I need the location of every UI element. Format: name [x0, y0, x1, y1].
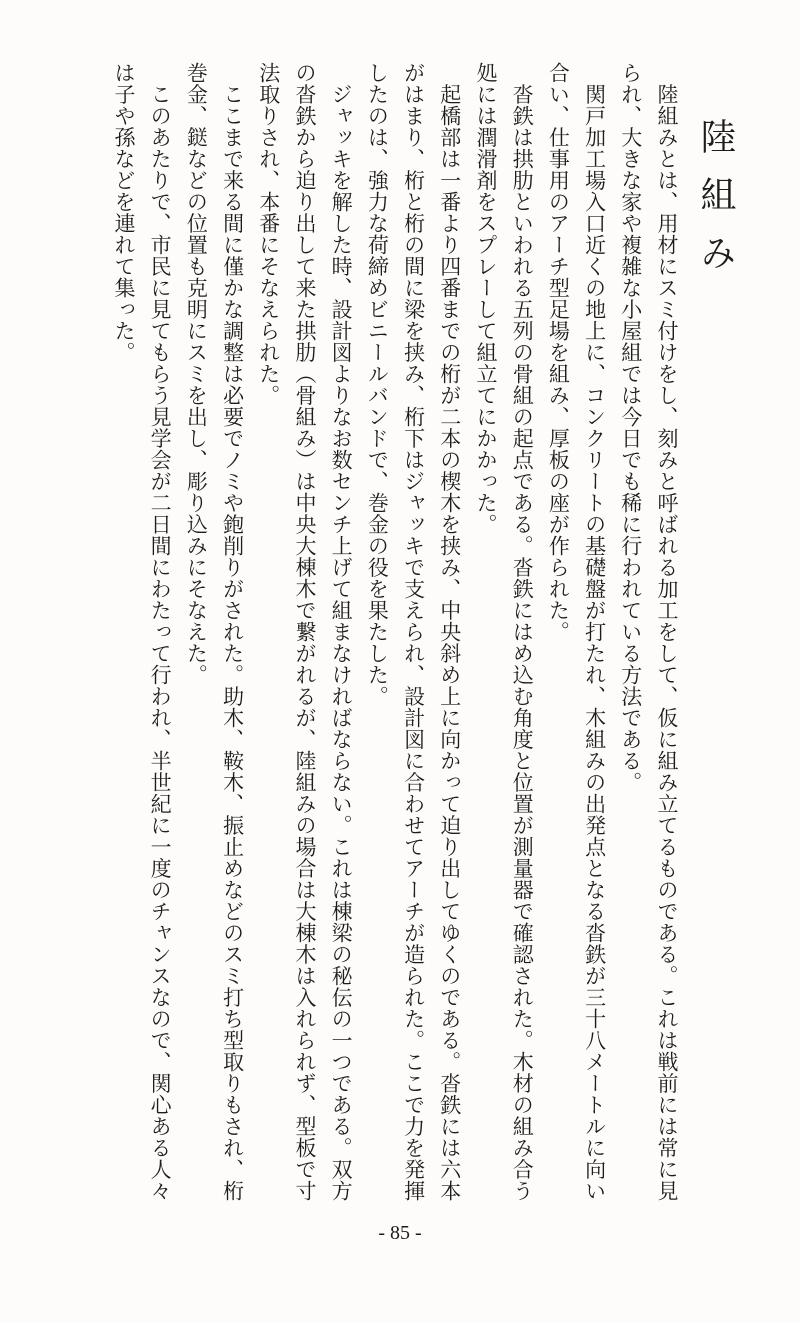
paragraph-5: ジャッキを解した時、設計図よりなお数センチ上げて組まなければならない。これは棟梁の秘伝の一つである。双方の沓鉄から迫り出して来た拱肋（骨組み）は中央大棟木で繋がれるが、陸組みの場合は大棟木は入れられず、型板で寸法取りされ、本番にそなえられた。: [256, 62, 354, 1202]
page-title: 陸組み: [695, 118, 736, 292]
paragraph-3: 沓鉄は拱肋といわれる五列の骨組の起点である。沓鉄にはめ込む角度と位置が測量器で確認された。木材の組み合う処には潤滑剤をスプレーして組立てにかかった。: [473, 62, 535, 1202]
body-text: [106, 62, 685, 1212]
paragraph-6: ここまで来る間に僅かな調整は必要でノミや鉋削りがされた。助木、鞍木、振止めなどのスミ打ち型取りもされ、桁巻金、鎹などの位置も克明にスミを出し、彫り込みにそなえた。: [184, 62, 245, 1202]
paragraph-4: 起橋部は一番より四番までの桁が二本の楔木を挟み、中央斜め上に向かって迫り出してゆくのである。沓鉄には六本がはまり、桁と桁の間に梁を挟み、桁下はジャッキで支えられ、設計図に合わせてアーチが造られた。ここで力を発揮したのは、強力な荷締めビニールバンドで、巻金の役を果たした。: [365, 62, 462, 1202]
paragraph-7: このあたりで、市民に見てもらう見学会が二日間にわたって行われ、半世紀に一度のチャンスなので、関心ある人々は子や孫などを連れて集った。: [111, 62, 173, 1202]
paragraph-1: 陸組みとは、用材にスミ付けをし、刻みと呼ばれる加工をして、仮に組み立てるものである。これは戦前には常に見られ、大きな家や複雑な小屋組では今日でも稀に行われている方法である。: [618, 62, 679, 1202]
paragraph-2: 関戸加工場入口近くの地上に、コンクリートの基礎盤が打たれ、木組みの出発点となる沓鉄が三十八メートルに向い合い、仕事用のアーチ型足場を組み、厚板の座が作られた。: [546, 62, 607, 1202]
page-number: - 85 -: [378, 1222, 422, 1244]
